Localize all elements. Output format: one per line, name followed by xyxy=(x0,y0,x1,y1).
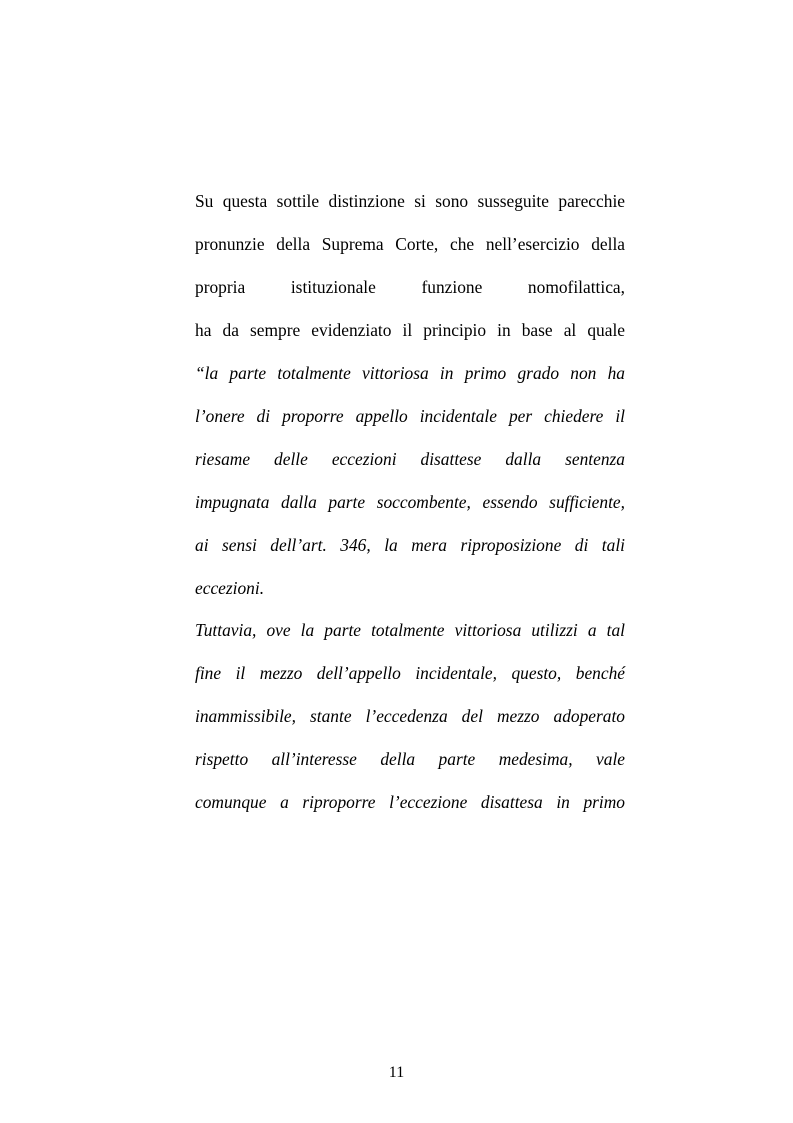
text-line-1: Su questa sottile distinzione si sono susseguite parecchie xyxy=(195,191,625,211)
text-line-11: Tuttavia, ove la parte totalmente vittoriosa utilizzi a tal xyxy=(195,620,625,640)
text-line-9: ai sensi dell’art. 346, la mera riproposizione di tali xyxy=(195,535,625,555)
text-line-15: comunque a riproporre l’eccezione disattesa in primo xyxy=(195,792,625,812)
text-line-3: propria istituzionale funzione nomofilattica, xyxy=(195,277,625,297)
text-line-14: rispetto all’interesse della parte medesima, vale xyxy=(195,749,625,769)
text-line-12: fine il mezzo dell’appello incidentale, questo, benché xyxy=(195,663,625,683)
text-line-6: l’onere di proporre appello incidentale per chiedere il xyxy=(195,406,625,426)
text-line-10: eccezioni. xyxy=(195,578,265,598)
text-line-13: inammissibile, stante l’eccedenza del mezzo adoperato xyxy=(195,706,625,726)
text-line-4: ha da sempre evidenziato il principio in base al quale xyxy=(195,320,625,340)
text-line-7: riesame delle eccezioni disattese dalla sentenza xyxy=(195,449,625,469)
text-line-5: “la parte totalmente vittoriosa in primo grado non ha xyxy=(195,363,625,383)
body-text xyxy=(195,185,625,829)
text-line-2: pronunzie della Suprema Corte, che nell’esercizio della xyxy=(195,234,625,254)
text-line-8: impugnata dalla parte soccombente, essendo sufficiente, xyxy=(195,492,625,512)
page-number: 11 xyxy=(388,1064,405,1081)
